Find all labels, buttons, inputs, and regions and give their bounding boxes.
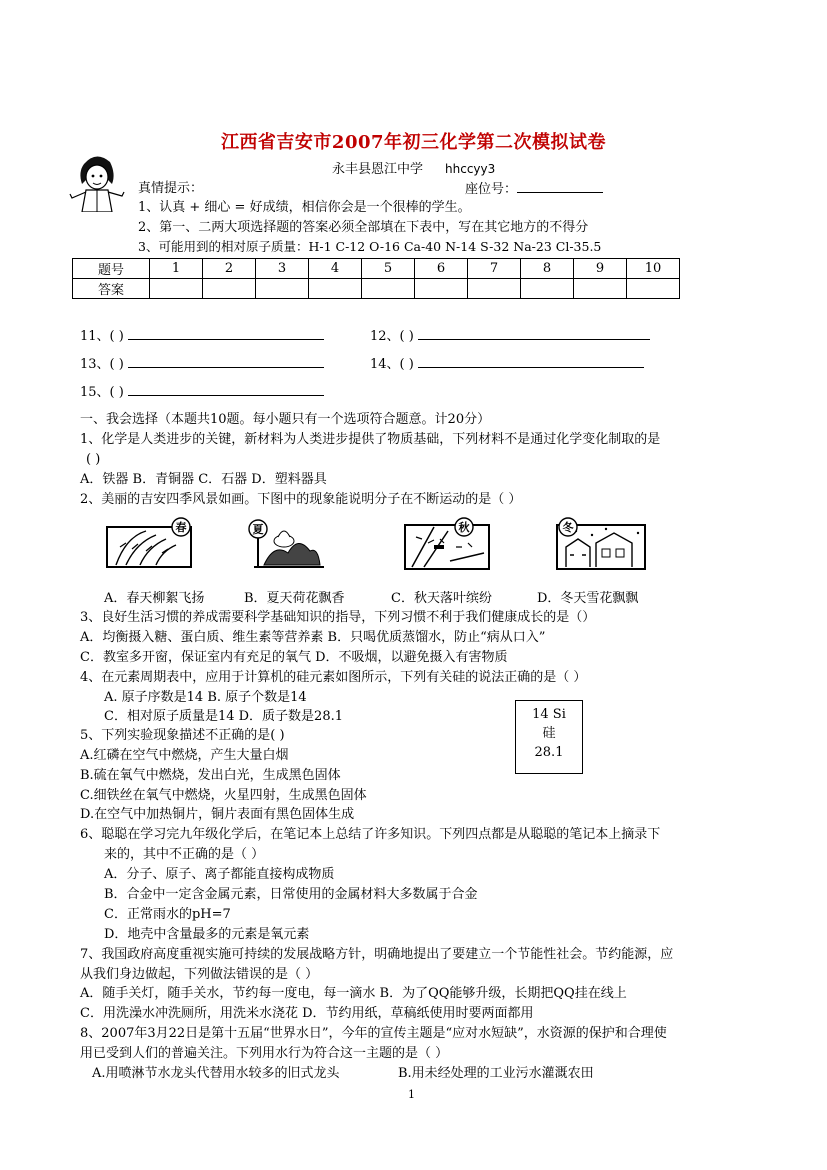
q5-stem: 5、下列实验现象描述不正确的是( ) [80, 728, 285, 743]
fill-q14[interactable]: 14、( ) [370, 355, 644, 374]
q3-options-ab: A．均衡摄入糖、蛋白质、维生素等营养素 B．只喝优质蒸馏水，防止“病从口入” [80, 630, 546, 645]
q5-option-c: C.细铁丝在氧气中燃烧，火星四射，生成黑色固体 [80, 788, 367, 803]
q6-option-b: B．合金中一定含金属元素，日常使用的金属材料大多数属于合金 [104, 887, 478, 902]
col-number: 5 [362, 259, 415, 279]
q2-option-b: B．夏天荷花飘香 [244, 591, 345, 606]
q1-paren: ( ) [86, 452, 101, 467]
q6-option-c: C．正常雨水的pH=7 [104, 907, 231, 922]
row-label-answer: 答案 [73, 279, 150, 299]
q1-stem: 1、化学是人类进步的关键，新材料为人类进步提供了物质基础，下列材料不是通过化学变化制取的是 [80, 432, 661, 447]
q3-options-cd: C．教室多开窗，保证室内有充足的氧气 D．不吸烟，以避免摄入有害物质 [80, 650, 508, 665]
teacher-cartoon-icon [66, 150, 128, 212]
season-label: 春 [175, 521, 187, 534]
silicon-element-box [515, 700, 583, 774]
row-label-number: 题号 [73, 259, 150, 279]
q2-option-a: A．春天柳絮飞扬 [104, 591, 205, 606]
q8-option-a: A.用喷淋节水龙头代替用水较多的旧式龙头 [92, 1066, 340, 1081]
q1-options: A．铁器 B．青铜器 C．石器 D．塑料器具 [80, 472, 327, 487]
season-label: 秋 [458, 521, 470, 534]
col-number: 7 [468, 259, 521, 279]
q7-options-ab: A．随手关灯，随手关水，节约每一度电，每一滴水 B．为了QQ能够升级，长期把QQ挂在线上 [80, 986, 627, 1001]
col-number: 6 [415, 259, 468, 279]
q5-option-d: D.在空气中加热铜片，铜片表面有黑色固体生成 [80, 807, 355, 822]
season-label: 夏 [252, 523, 264, 536]
spring-picture [106, 517, 196, 571]
element-name: 硅 [542, 726, 556, 741]
q6-option-d: D．地壳中含量最多的元素是氧元素 [104, 927, 310, 942]
q7-stem-line2: 从我们身边做起，下列做法错误的是（ ） [80, 967, 319, 982]
section-1-heading: 一、我会选择（本题共10题。每小题只有一个选项符合题意。计20分） [80, 412, 491, 427]
q2-option-c: C．秋天落叶缤纷 [391, 591, 492, 606]
answer-table [72, 258, 680, 299]
col-number: 1 [150, 259, 203, 279]
fill-q12[interactable]: 12、( ) [370, 327, 650, 346]
q7-stem-line1: 7、我国政府高度重视实施可持续的发展战略方针，明确地提出了要建立一个节能性社会。节约能源，应 [80, 947, 674, 962]
q6-stem-line2: 来的，其中不正确的是（ ） [104, 847, 265, 862]
answer-cell[interactable] [309, 279, 362, 299]
col-number: 2 [203, 259, 256, 279]
answer-cell[interactable] [256, 279, 309, 299]
q7-options-cd: C．用洗澡水冲洗厕所，用洗米水浇花 D．节约用纸，草稿纸使用时要两面都用 [80, 1006, 534, 1021]
winter-picture [556, 517, 652, 571]
element-mass: 28.1 [534, 745, 564, 760]
q6-option-a: A．分子、原子、离子都能直接构成物质 [104, 867, 335, 882]
summer-picture [244, 517, 334, 571]
season-label: 冬 [562, 521, 574, 534]
q5-option-b: B.硫在氧气中燃烧，发出白光，生成黑色固体 [80, 768, 341, 783]
q2-option-d: D．冬天雪花飘飘 [537, 591, 639, 606]
q8-stem-line2: 用已受到人们的普遍关注。下列用水行为符合这一主题的是（ ） [80, 1046, 449, 1061]
q8-option-b: B.用未经处理的工业污水灌溉农田 [398, 1066, 594, 1081]
col-number: 4 [309, 259, 362, 279]
answer-cell[interactable] [203, 279, 256, 299]
fill-q11[interactable]: 11、( ) [80, 327, 324, 346]
tip-2: 2、第一、二两大项选择题的答案必须全部填在下表中，写在其它地方的不得分 [138, 220, 589, 235]
tip-label: 真情提示： [138, 181, 204, 196]
col-number: 10 [627, 259, 680, 279]
col-number: 3 [256, 259, 309, 279]
page-title: 江西省吉安市2007年初三化学第二次模拟试卷 [220, 132, 607, 153]
fill-q15[interactable]: 15、( ) [80, 383, 324, 402]
school-name: 永丰县恩江中学 hhccyy3 [332, 162, 496, 177]
answer-cell[interactable] [415, 279, 468, 299]
tip-3: 3、可能用到的相对原子质量：H-1 C-12 O-16 Ca-40 N-14 S-32 Na-23 Cl-35.5 [138, 239, 602, 254]
table-row [73, 259, 680, 279]
q5-option-a: A.红磷在空气中燃烧，产生大量白烟 [80, 748, 289, 763]
q4-options-ab: A. 原子序数是14 B. 原子个数是14 [104, 690, 307, 705]
answer-cell[interactable] [150, 279, 203, 299]
q6-stem-line1: 6、聪聪在学习完九年级化学后，在笔记本上总结了许多知识。下列四点都是从聪聪的笔记本上摘录下 [80, 827, 661, 842]
table-row [73, 279, 680, 299]
page-number: 1 [408, 1088, 415, 1101]
autumn-picture [404, 517, 496, 571]
seat-number-field: 座位号： [465, 180, 603, 199]
fill-q13[interactable]: 13、( ) [80, 355, 324, 374]
q4-options-cd: C．相对原子质量是14 D．质子数是28.1 [104, 709, 343, 724]
answer-cell[interactable] [627, 279, 680, 299]
tip-1: 1、认真 + 细心 = 好成绩，相信你会是一个很棒的学生。 [138, 200, 471, 215]
element-number-symbol: 14 Si [532, 707, 566, 722]
answer-cell[interactable] [574, 279, 627, 299]
col-number: 9 [574, 259, 627, 279]
answer-cell[interactable] [362, 279, 415, 299]
col-number: 8 [521, 259, 574, 279]
q4-stem: 4、在元素周期表中，应用于计算机的硅元素如图所示，下列有关硅的说法正确的是（ ） [80, 670, 587, 685]
q8-stem-line1: 8、2007年3月22日是第十五届“世界水日”，今年的宣传主题是“应对水短缺”，水资源的保护和合理使 [80, 1026, 667, 1041]
answer-cell[interactable] [468, 279, 521, 299]
q3-stem: 3、良好生活习惯的养成需要科学基础知识的指导，下列习惯不利于我们健康成长的是（） [80, 610, 596, 625]
answer-cell[interactable] [521, 279, 574, 299]
q2-stem: 2、美丽的吉安四季风景如画。下图中的现象能说明分子在不断运动的是（ ） [80, 492, 522, 507]
